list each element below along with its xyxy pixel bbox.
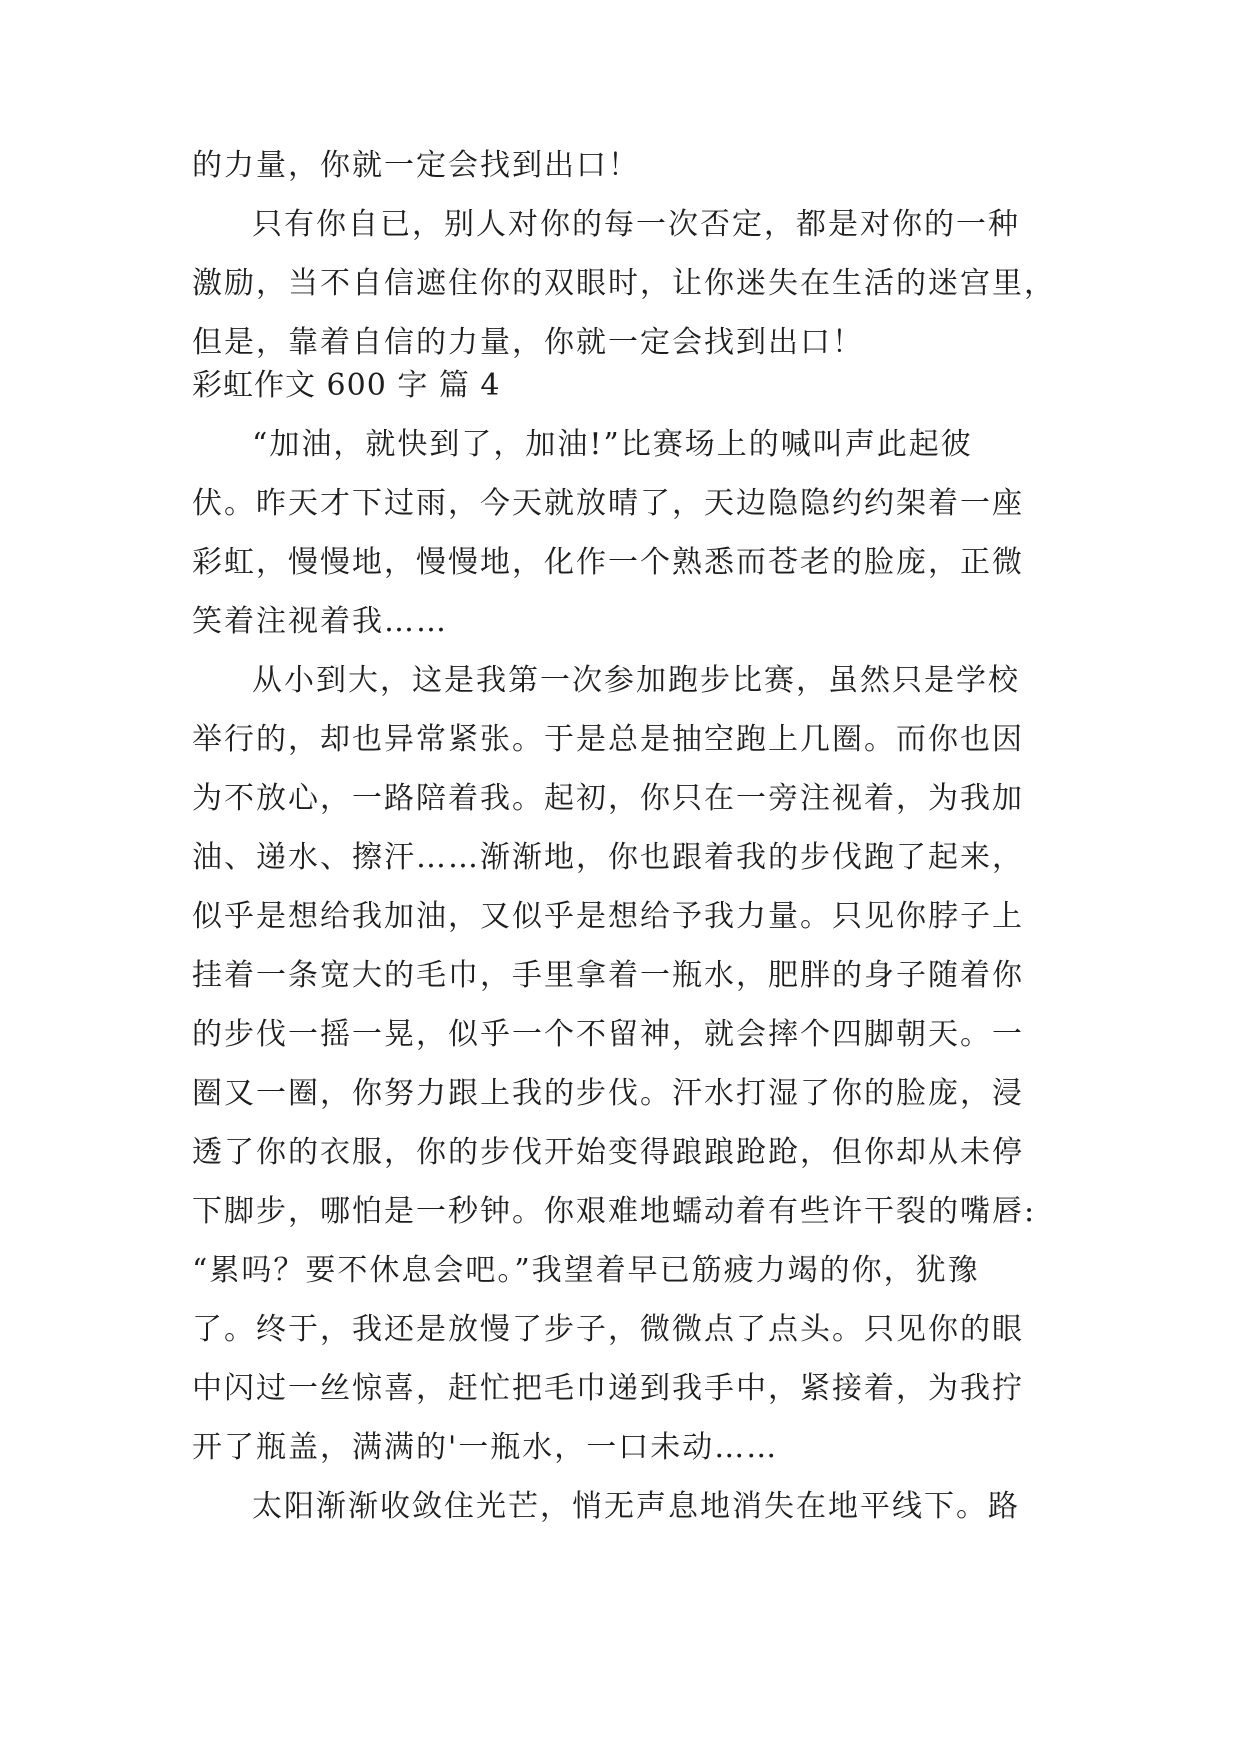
text-line: 下脚步，哪怕是一秒钟。你艰难地蠕动着有些许干裂的嘴唇: [192,1194,1037,1229]
text-line: 举行的，却也异常紧张。于是总是抽空跑上几圈。而你也因 [192,722,1024,757]
text-line: 开了瓶盖，满满的'一瓶水，一口未动…… [192,1430,779,1465]
text-line: 透了你的衣服，你的步伐开始变得踉踉跄跄，但你却从未停 [192,1135,1024,1170]
text-line: 为不放心，一路陪着我。起初，你只在一旁注视着，为我加 [192,781,1024,816]
text-line: 了。终于，我还是放慢了步子，微微点了点头。只见你的眼 [192,1312,1024,1347]
text-line: “累吗？要不休息会吧。”我望着早已筋疲力竭的你，犹豫 [192,1253,980,1288]
text-line: 伏。昨天才下过雨，今天就放晴了，天边隐隐约约架着一座 [192,486,1024,521]
section-heading: 彩虹作文 600 字 篇 4 [192,368,501,403]
text-line: 似乎是想给我加油，又似乎是想给予我力量。只见你脖子上 [192,899,1024,934]
paragraph-start-line: “加油，就快到了，加油!”比赛场上的喊叫声此起彼 [252,427,973,462]
paragraph-start-line: 从小到大，这是我第一次参加跑步比赛，虽然只是学校 [252,663,1020,698]
text-line: 中闪过一丝惊喜，赶忙把毛巾递到我手中，紧接着，为我拧 [192,1371,1024,1406]
text-line: 的力量，你就一定会找到出口！ [192,148,640,183]
text-line: 激励，当不自信遮住你的双眼时，让你迷失在生活的迷宫里， [192,266,1056,301]
text-line: 笑着注视着我…… [192,604,448,639]
paragraph-start-line: 太阳渐渐收敛住光芒，悄无声息地消失在地平线下。路 [252,1489,1020,1524]
text-line: 彩虹，慢慢地，慢慢地，化作一个熟悉而苍老的脸庞，正微 [192,545,1024,580]
text-line: 油、递水、擦汗……渐渐地，你也跟着我的步伐跑了起来， [192,840,1024,875]
text-line: 圈又一圈，你努力跟上我的步伐。汗水打湿了你的脸庞，浸 [192,1076,1024,1111]
text-line: 但是，靠着自信的力量，你就一定会找到出口！ [192,325,864,360]
text-line: 挂着一条宽大的毛巾，手里拿着一瓶水，肥胖的身子随着你 [192,958,1024,993]
text-line: 的步伐一摇一晃，似乎一个不留神，就会摔个四脚朝天。一 [192,1017,1024,1052]
paragraph-start-line: 只有你自已，别人对你的每一次否定，都是对你的一种 [252,207,1020,242]
